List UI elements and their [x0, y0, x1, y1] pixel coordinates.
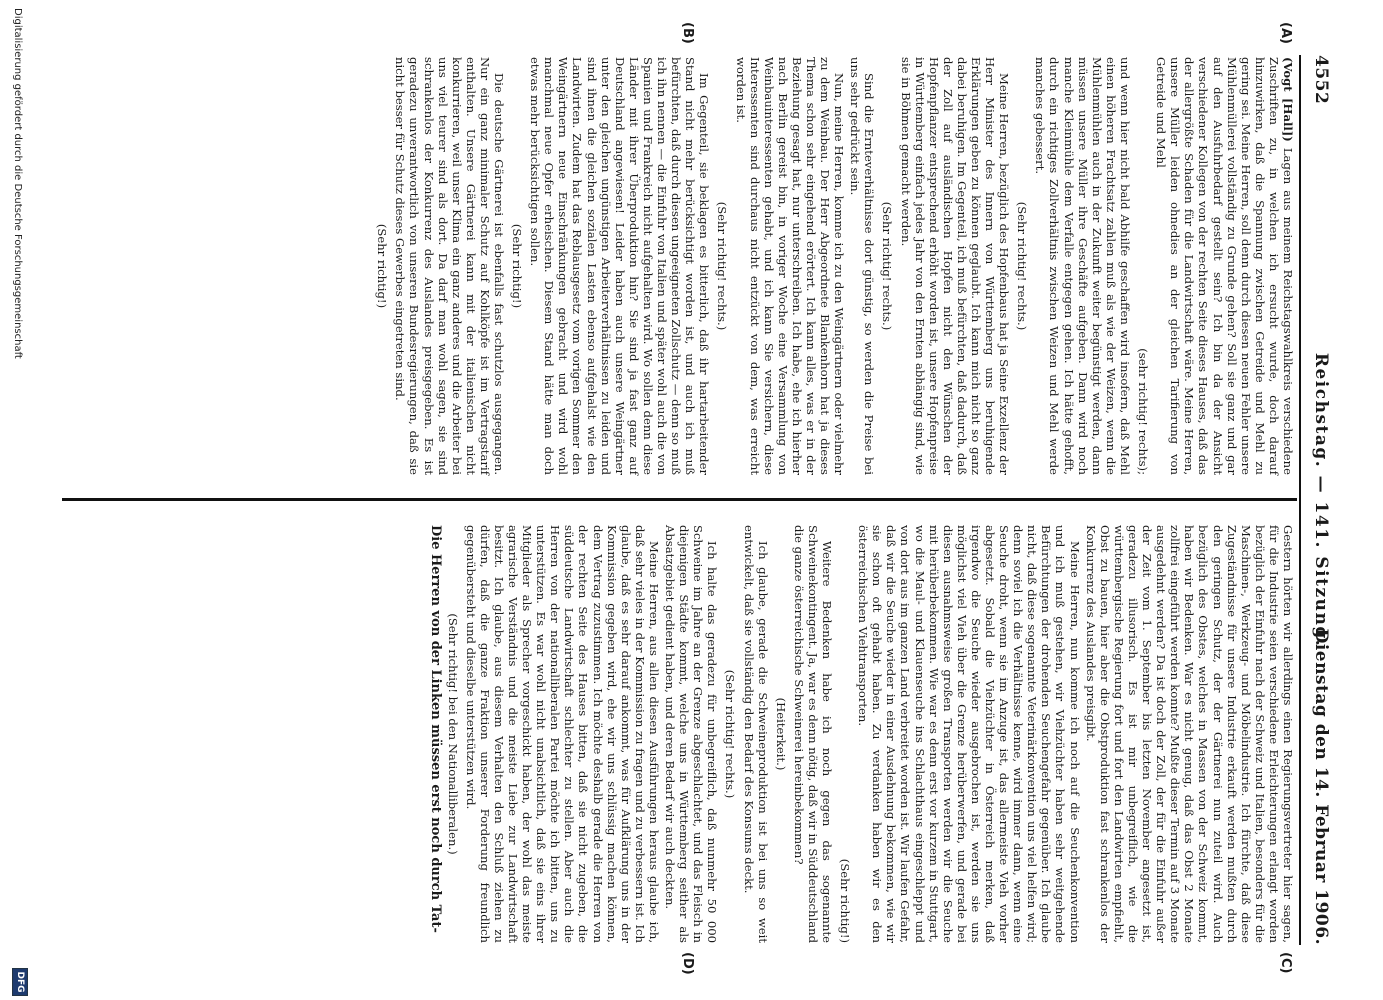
- margin-mark-a: (A): [1278, 22, 1293, 44]
- interjection: (Sehr richtig! rechts.): [1015, 201, 1030, 331]
- margin-mark-b: (B): [680, 22, 695, 44]
- page-header: [1305, 55, 1331, 945]
- paragraph: Im Gegenteil, sie beklagen es bitterlich, daß ihr hartarbeitender Stand nicht mehr berücksichtigt worden ist, und auch ich muß befürchten, daß durch diesen ungeeigneten Zollschutz — denn so muß ich ihn nennen — die Einfuhr von Italien und später wohl auch die von Spanien und Frankreich nicht aufgehalten wird. Wo sollen denn diese Länder mit ihrer Überproduktion hin? Sie sind ja fast ganz auf Deutschland angewiesen! Leider haben auch unsere Weingärtner unter den gleichen ungünstigen Arbeiterverhältnissen zu leiden und sind ihnen die gleichen sozialen Lasten ebenso aufgehalst wie den Landwirten. Zudem hat das Reblausgesetz vom vorigen Sommer den Weingärtnern neue Einschränkungen gebracht und wird wohl manchmal neue Opfer erheischen. Diesem Stand hätte man doch etwas mehr berücksichtigen sollen.: [528, 57, 712, 475]
- page-number: 4552: [1311, 55, 1331, 105]
- paragraph: Meine Herren, bezüglich des Hopfenbaus hat ja Seine Exzellenz der Herr Minister des Innern von Württemberg uns beruhigende Erklärungen geben zu können geglaubt. Ich kann mich nicht so ganz dabei beruhigen. Im Gegenteil, ich muß befürchten, daß dadurch, daß der Zoll auf ausländischen Hopfen nicht den Wünschen der Hopfenpflanzer entsprechend erhöht worden ist, unsere Hopfenpreise in Württemberg einfach jedes Jahr von den Ernten abhängig sind, wie sie in Böhmen gemacht werden.: [898, 57, 1012, 475]
- paragraph: Weitere Bedenken habe ich noch gegen das sogenannte Schweinekontingent. Ja, war es denn nötig, daß wir in Süddeutschland die ganze österreichische Schweinerei hereinbekommen?: [791, 525, 834, 943]
- paragraph: Lagen aus meinem Reichstagswahlkreis verschiedene Zuschriften zu, in welchen ich ersucht wurde, doch darauf hinzuwirken, daß die Spannung zwischen Getreide und Mehl zu gering sei. Meine Herren, soll denn durch diesen neuen Fehler unsere Mühlenmüllerei vollständig zu Grunde gehen? Soll sie ganz und gar auf den Ausfuhrbedarf gestellt sein? Ich bin da der Ansicht verschiedener Kollegen von der rechten Seite dieses Hauses, daß das der allergrößte Schaden für die Landwirtschaft wäre. Meine Herren, unsere Müller leiden ohnedies an der gleichen Tarifierung von Getreide und Mehl: [1154, 57, 1295, 475]
- paragraph: Die deutsche Gärtnerei ist ebenfalls fast schutzlos ausgegangen. Nur ein ganz minimaler Schutz auf Kohlköpfe ist im Vertragstarif enthalten. Unsere Gärtnerei kann mit der italienischen nicht konkurrieren, weil unser Klima ein ganz anderes und die Arbeiter bei uns viel teurer sind als dort. Da darf man wohl sagen, sie sind schrankenlos der Konkurrenz des Auslandes preisgegeben. Es ist geradezu unverantwortlich von unseren Bundesregierungen, daß sie nicht besser für Schutz dieses Gewerbes eingetreten sind.: [393, 57, 507, 475]
- paragraph: Ich glaube, gerade die Schweineproduktion ist bei uns so weit entwickelt, daß sie vollständig den Bedarf des Konsums deckt.: [741, 525, 770, 943]
- interjection: (Sehr richtig! rechts.): [880, 201, 895, 331]
- left-column: [62, 57, 1295, 475]
- interjection: (Sehr richtig! rechts.): [715, 201, 730, 331]
- margin-mark-d: (D): [680, 952, 695, 975]
- paragraph: und wenn hier nicht bald Abhilfe geschaffen wird insofern, daß Mehl einen höheren Frachtsatz zahlen muß als wie der Weizen, wenn die Mühlenmühlen auch in der Zukunft weiter begünstigt werden, dann müssen unsere Müller ihre Geschäfte aufgeben. Dann wird noch manche Kleinmühle dem Verfalle entgegen gehen. Ich hätte gehofft, durch ein richtiges Zollverhältnis zwischen Weizen und Mehl werde manches gebessert.: [1033, 57, 1132, 475]
- interjection: (Heiterkeit.): [773, 697, 788, 771]
- paragraph: Die Herren von der Linken müssen erst noch durch Tat-: [427, 525, 443, 933]
- funding-note: Digitalisierung gefördert durch die Deutsche Forschungsgemeinschaft: [12, 8, 23, 359]
- paragraph: Gestern hörten wir allerdings einen Regierungsvertreter hier sagen, für die Industrie seien verschiedene Erleichterungen erlangt worden bezüglich der Einfuhr nach der Schweiz und Italien, besonders für die Maschinen-, Werkzeug- und Möbelindustrie. Ich fürchte, daß diese Zugeständnisse für unsere Industrie erkauft werden mußten durch den geringen Schutz, der der Gärtnerei nun zuteil wird. Auch bezüglich des Obstes, welches in Massen von der Schweiz kommt, haben wir Bedenken. War es nicht genug, daß das Obst 2 Monate zollfrei eingeführt werden konnte? Mußte dieser Termin auf 3 Monate ausgedehnt werden? Da ist doch der Zoll, der für die Einfuhr außer der Zeit vom 1. September bis letzten November angesetzt ist, geradezu illusorisch. Es ist mir unbegreiflich, wie die württembergische Regierung fort und fort den Landwirten empfiehlt, Obst zu bauen, hier aber die Obstproduktion fast schrankenlos der Konkurrenz des Auslandes preisgibt.: [1083, 525, 1295, 943]
- margin-mark-c: (C): [1278, 952, 1293, 974]
- interjection: (sehr richtig! rechts);: [1136, 348, 1151, 475]
- session-date: Dienstag den 14. Februar 1906.: [1311, 628, 1331, 945]
- interjection: (Sehr richtig! rechts.): [723, 669, 738, 799]
- interjection: (Sehr richtig!): [838, 858, 853, 943]
- paragraph: Meine Herren, nun komme ich noch auf die Seuchenkonvention und ich muß gestehen, wir Viehzüchter haben sehr weitgehende Befürchtungen der drohenden Seuchengefahr gegenüber. Ich glaube nicht, daß diese sogenannte Veterinärkonvention uns viel helfen wird; denn soviel ich die Verhältnisse kenne, wird immer dann, wenn eine Seuche droht, wenn sie im Anzuge ist, das allermeiste Vieh vorher abgesetzt. Sobald die Viehzüchter in Österreich merken, daß irgendwo die Seuche wieder ausgebrochen ist, werden sie uns möglichst viel Vieh über die Grenze herüberwerfen, und gerade bei diesen ausnahmsweise großen Transporten werden wir die Seuche mit herüberbekommen. Wie war es denn erst vor kurzem in Stuttgart, wo die Maul- und Klauenseuche ins Schlachthaus eingeschleppt und von dort aus im ganzen Land verbreitet worden ist. Wir laufen Gefahr, daß wir die Seuche wieder in einer Ausdehnung bekommen, wie wir sie schon oft gehabt haben. Zu verdanken haben wir es den österreichischen Viehtransporten.: [856, 525, 1082, 943]
- session-title: Reichstag. — 141. Sitzung.: [1311, 352, 1331, 648]
- column-divider: [62, 498, 1297, 501]
- right-column: [62, 525, 1295, 943]
- paragraph: Nun, meine Herren, komme ich zu den Weingärtnern oder vielmehr zu dem Weinbau. Der Herr Abgeordnete Blankenhorn hat ja dieses Thema schon sehr eingehend erörtert. Ich kann alles, was er in der Beziehung gesagt hat, nur unterschreiben. Ich habe, ehe ich hierher nach Berlin gereist bin, in voriger Woche eine Versammlung von Weinbauinteressenten gehabt, und ich kann Sie versichern, diese Interessenten sind durchaus nicht entzückt von dem, was erreicht worden ist.: [733, 57, 847, 475]
- interjection: (Sehr richtig! bei den Nationalliberalen.): [445, 613, 460, 855]
- footer: [8, 0, 30, 1000]
- speaker-label: (Vogt [Hall]): [1281, 57, 1295, 142]
- interjection: (Sehr richtig!): [375, 223, 390, 309]
- interjection: (Sehr richtig!): [510, 223, 525, 309]
- dfg-logo-icon: DFG: [12, 968, 28, 996]
- paragraph: Sind die Ernteverhältnisse dort günstig, so werden die Preise bei uns sehr gedrückt sein.: [848, 57, 877, 475]
- paragraph: Ich halte das geradezu für unbegreiflich, daß nunmehr 50 000 Schweine im Jahre an der Grenze abgeschlachtet, und das Fleisch in diejenigen Städte kommt, welche uns in Württemberg seither als Absatzgebiet gedient haben, und deren Bedarf wir auch deckten.: [663, 525, 720, 943]
- header-rule: [1299, 55, 1301, 945]
- paragraph: Meine Herren, aus allen diesen Ausführungen heraus glaube ich, daß sehr vieles in der Kommission zu fragen und zu verbessern ist. Ich glaube, daß es sehr darauf ankommt, was für Aufklärung uns in der Kommission gegeben wird, ehe wir uns schlüssig machen können, dem Vertrag zuzustimmen. Ich möchte deshalb gerade die Herren von der rechten Seite des Hauses bitten, daß sie nicht zugeben, die süddeutsche Landwirtschaft schlechter zu stellen. Aber auch die Herren von der nationalliberalen Partei möchte ich bitten, uns zu unterstützen. Es war wohl nicht unabsichtlich, daß sie eins ihrer Mitglieder als Sprecher vorgeschickt haben, der wohl das meiste agrarische Verständnis und die meiste Liebe zur Landwirtschaft besitzt. Ich glaube, aus diesem Verhalten den Schluß ziehen zu dürfen, daß die ganze Fraktion unserer Forderung freundlich gegenübersteht und dieselbe unterstützen wird.: [463, 525, 661, 943]
